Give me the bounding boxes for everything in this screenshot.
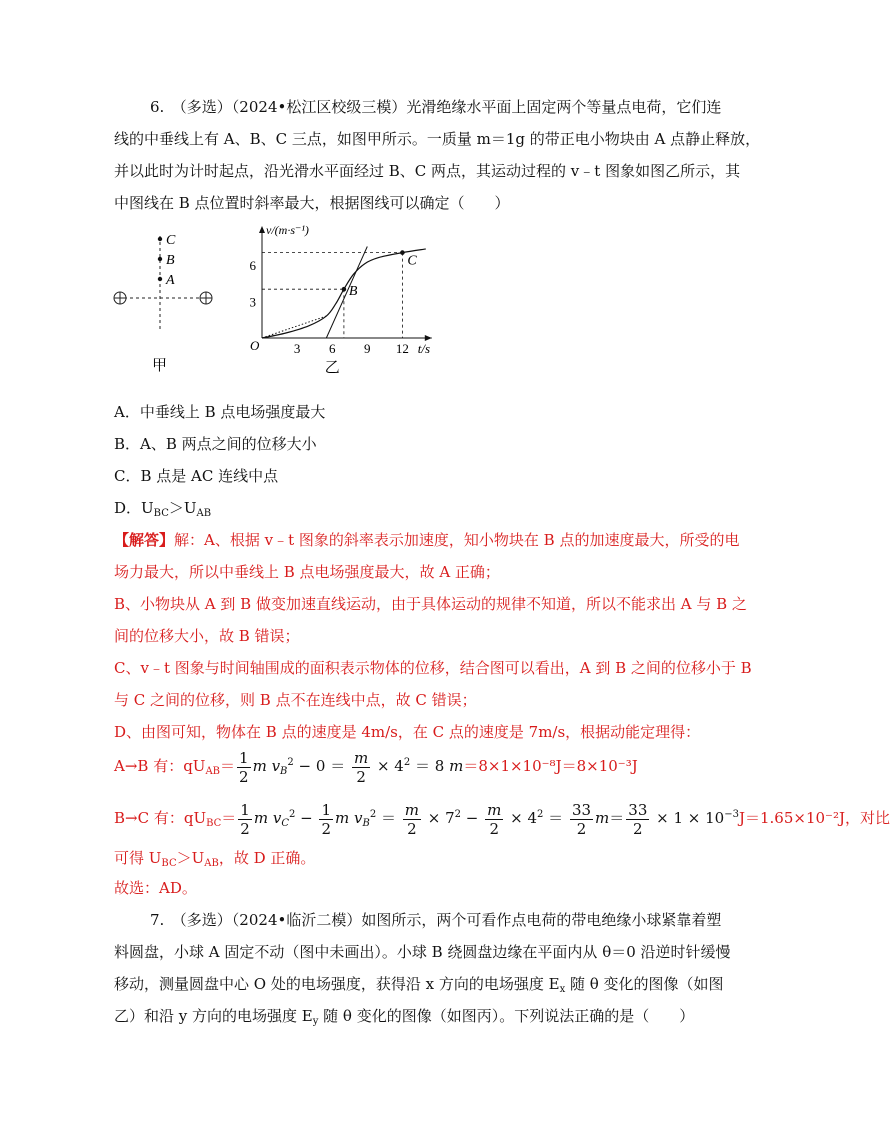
caption-yi: 乙 xyxy=(324,360,340,376)
tangent-line xyxy=(326,247,367,339)
q7-line-4: 乙）和沿 y 方向的电场强度 $E_y$ 随 θ 变化的图像（如图丙）。下列说法正确的是（ ） xyxy=(114,1007,695,1027)
point-c-dot xyxy=(158,237,162,241)
y-axis-label: v/(m·s⁻¹) xyxy=(266,223,309,237)
q6-line-2: 线的中垂线上有 A、B、C 三点，如图甲所示。一质量 m＝1g 的带正电小物块由 A 点静止释放， xyxy=(114,130,761,148)
initial-dotted-segment xyxy=(262,316,326,338)
point-b xyxy=(342,287,347,292)
point-b-dot xyxy=(158,257,162,261)
y-axis-arrow-icon xyxy=(259,226,265,233)
label-b: B xyxy=(166,253,175,268)
q7-line-1: 7. （多选）（2024•临沂二模）如图所示，两个可看作点电荷的带电绝缘小球紧靠着塑 xyxy=(150,911,722,929)
point-label-c: C xyxy=(407,253,417,269)
option-b: B．A、B 两点之间的位移大小 xyxy=(114,435,317,453)
option-c: C．B 点是 AC 连线中点 xyxy=(114,467,279,485)
label-c: C xyxy=(166,233,176,248)
x-tick-label: 9 xyxy=(364,341,371,356)
figure-yi-vt-chart xyxy=(240,218,440,378)
q6-line-1: 6. （多选）（2024•松江区校级三模）光滑绝缘水平面上固定两个等量点电荷，它们连 xyxy=(150,98,722,116)
origin-label: O xyxy=(250,338,260,353)
figure-jia xyxy=(108,222,218,382)
answer-line-6: 与 C 之间的位移，则 B 点不在连线中点，故 C 错误； xyxy=(114,691,477,709)
option-d: D．$U_{BC}>U_{AB}$ xyxy=(114,499,212,519)
y-tick-label: 6 xyxy=(249,257,256,273)
y-tick-label: 3 xyxy=(249,294,256,310)
answer-line-5: C、v﹣t 图象与时间轴围成的面积表示物体的位移，结合图可以看出，A 到 B 之间的位移小于 B xyxy=(114,659,752,677)
answer-line-2: 场力最大，所以中垂线上 B 点电场强度最大，故 A 正确； xyxy=(114,563,500,581)
answer-line-3: B、小物块从 A 到 B 做变加速直线运动，由于具体运动的规律不知道，所以不能求出 A 与 B 之 xyxy=(114,595,747,613)
q6-line-4: 中图线在 B 点位置时斜率最大，根据图线可以确定（ ） xyxy=(114,194,510,212)
series-v-t-curve xyxy=(262,249,426,338)
answer-choice: 故选：AD。 xyxy=(114,879,197,897)
x-tick-label: 3 xyxy=(293,341,301,356)
answer-line-7: D、由图可知，物体在 B 点的速度是 4m/s，在 C 点的速度是 7m/s，根据动能定理得： xyxy=(114,723,701,741)
x-axis-label: t/s xyxy=(417,341,431,356)
option-a: A．中垂线上 B 点电场强度最大 xyxy=(114,403,326,421)
answer-line-1: 【解答】解：A、根据 v﹣t 图象的斜率表示加速度，知小物块在 B 点的加速度最大，所受的电 xyxy=(114,531,740,549)
equation-b-to-c: B→C 有：$qU_{BC}=$ $\frac{1}{2}$ m $v_C^2$ − $\frac{1}{2}$ m $v_B^2$ ＝ $\frac{m}{2}$ × $7^2$ − $\frac{m}{2}$ × $4^2$ ＝ $\frac{33}{2}$ m＝ $\frac{33}{2}$ × $1 \times 10^{-3}J=1.65\times 10^{-2}J$，对比 xyxy=(114,800,890,838)
q7-line-3: 移动，测量圆盘中心 O 处的电场强度，获得沿 x 方向的电场强度 $E_x$ 随 θ 变化的图像（如图 xyxy=(114,975,724,995)
point-a-dot xyxy=(158,277,162,281)
answer-line-4: 间的位移大小，故 B 错误； xyxy=(114,627,300,645)
label-a: A xyxy=(166,273,175,288)
point-label-b: B xyxy=(348,284,358,300)
answer-conclusion: 可得 $U_{BC}>U_{AB}$，故 D 正确。 xyxy=(114,849,316,869)
q7-line-2: 料圆盘，小球 A 固定不动（图中未画出）。小球 B 绕圆盘边缘在平面内从 θ＝0 沿逆时针缓慢 xyxy=(114,943,731,961)
q6-line-3: 并以此时为计时起点，沿光滑水平面经过 B、C 两点，其运动过程的 v﹣t 图象如图乙所示，其 xyxy=(114,162,741,180)
x-tick-label: 12 xyxy=(395,341,409,356)
point-c xyxy=(400,250,405,255)
x-tick-label: 6 xyxy=(328,341,336,356)
equation-a-to-b: A→B 有：$qU_{AB}=$ $\frac{1}{2}$ m $v_B^2 - 0$ ＝ $\frac{m}{2}$ × $4^2 = 8$ m＝8×1×10⁻⁸J＝8×10⁻³J xyxy=(114,748,638,786)
caption-jia: 甲 xyxy=(152,358,168,374)
